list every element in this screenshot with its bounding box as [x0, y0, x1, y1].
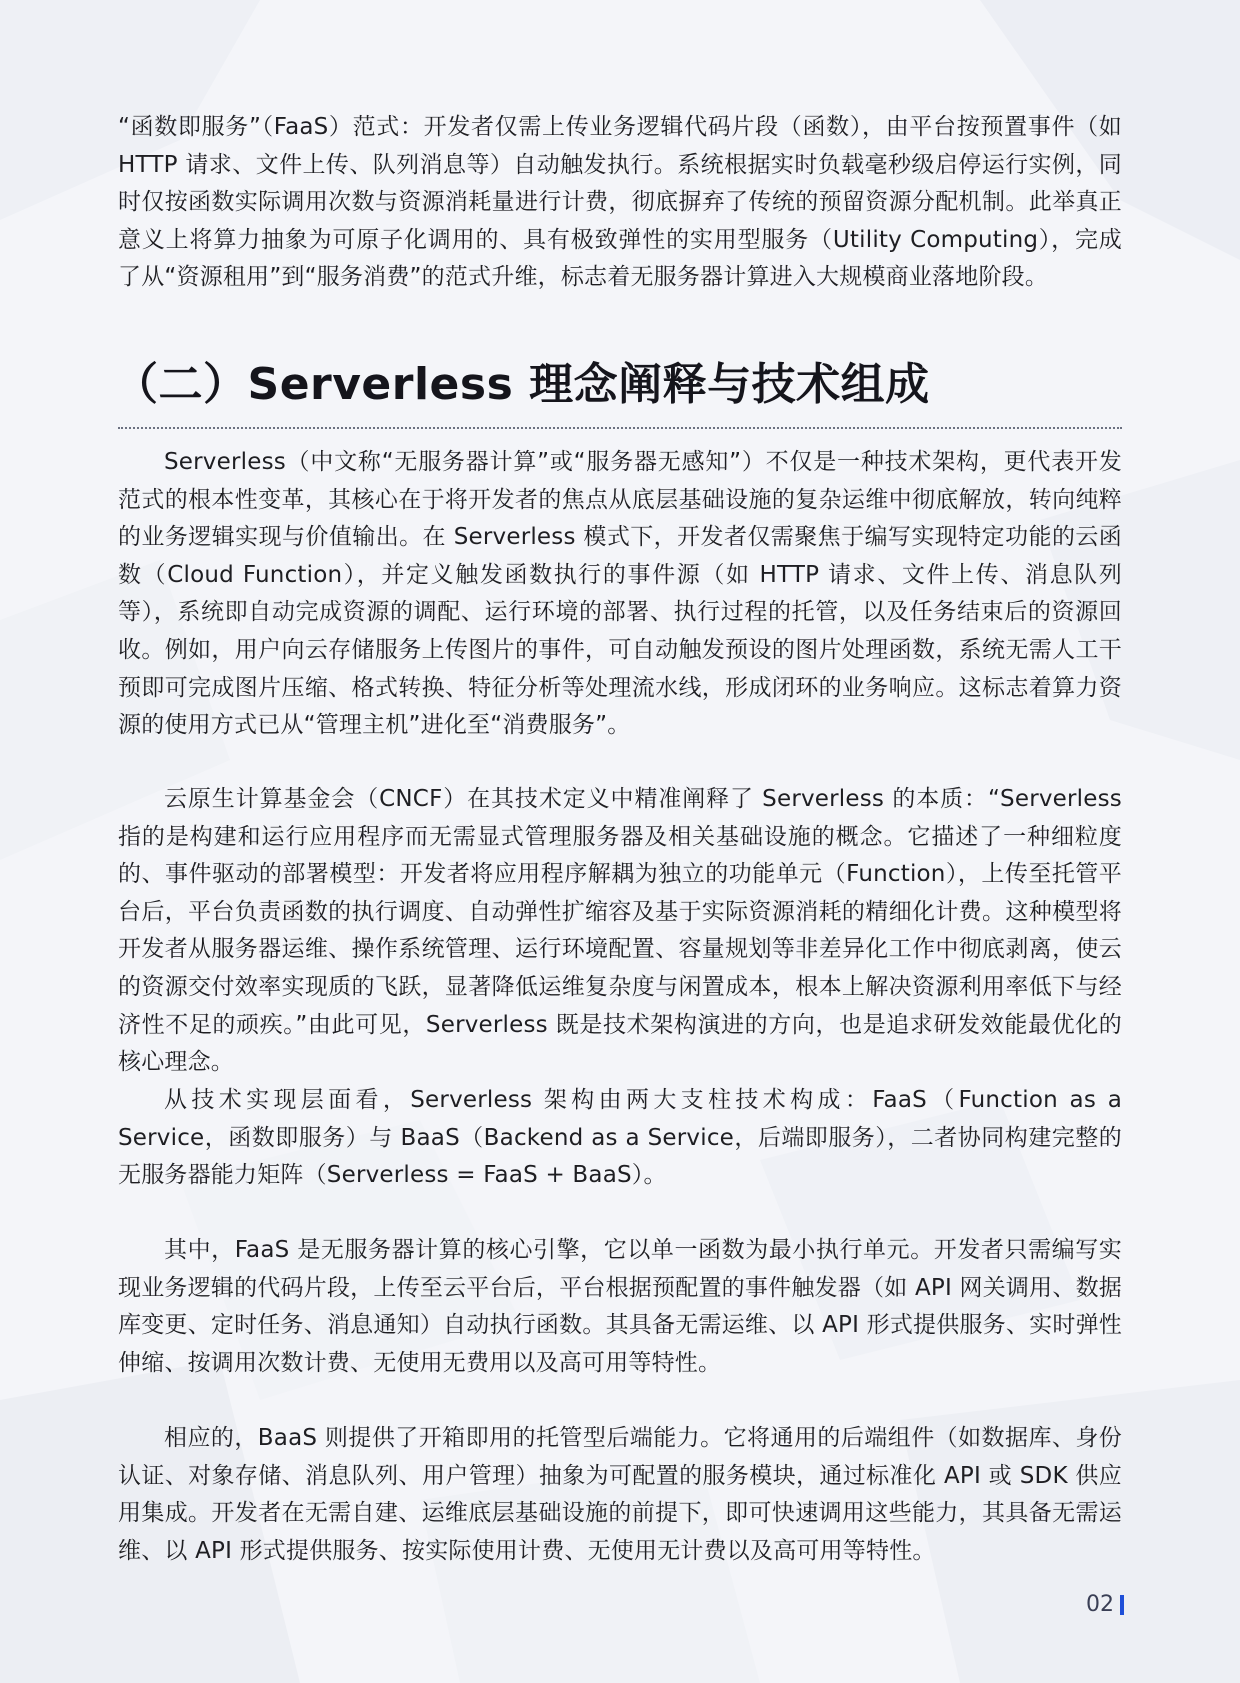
page-number — [1086, 1592, 1124, 1618]
body-paragraph: 云原生计算基金会（CNCF）在其技术定义中精准阐释了 Serverless 的本质：“Serverless 指的是构建和运行应用程序而无需显式管理服务器及相关基础设施的概念。它描述了一种细粒度的、事件驱动的部署模型：开发者将应用程序解耦为独立的功能单元（Function），上传至托管平台后，平台负责函数的执行调度、自动弹性扩缩容及基于实际资源消耗的精细化计费。这种模型将开发者从服务器运维、操作系统管理、运行环境配置、容量规划等非差异化工作中彻底剥离，使云的资源交付效率实现质的飞跃，显著降低运维复杂度与闲置成本，根本上解决资源利用率低下与经济性不足的顽疾。”由此可见，Serverless 既是技术架构演进的方向，也是追求研发效能最优化的核心理念。 — [118, 786, 1122, 1076]
page-number-accent-bar — [1120, 1595, 1124, 1615]
body-paragraph: 从技术实现层面看，Serverless 架构由两大支柱技术构成：FaaS（Function as a Service，函数即服务）与 BaaS（Backend as a Service，后端即服务），二者协同构建完整的无服务器能力矩阵（Serverless = FaaS + BaaS）。 — [118, 1087, 1122, 1189]
intro-paragraph: “函数即服务”（FaaS）范式：开发者仅需上传业务逻辑代码片段（函数），由平台按预置事件（如 HTTP 请求、文件上传、队列消息等）自动触发执行。系统根据实时负载毫秒级启停运行实例，同时仅按函数实际调用次数与资源消耗量进行计费，彻底摒弃了传统的预留资源分配机制。此举真正意义上将算力抽象为可原子化调用的、具有极致弹性的实用型服务（Utility Computing），完成了从“资源租用”到“服务消费”的范式升维，标志着无服务器计算进入大规模商业落地阶段。 — [118, 114, 1122, 291]
page-number-text: 02 — [1086, 1592, 1114, 1617]
heading-divider — [118, 427, 1122, 429]
body-paragraph: 其中，FaaS 是无服务器计算的核心引擎，它以单一函数为最小执行单元。开发者只需编写实现业务逻辑的代码片段，上传至云平台后，平台根据预配置的事件触发器（如 API 网关调用、数据库变更、定时任务、消息通知）自动执行函数。其具备无需运维、以 API 形式提供服务、实时弹性伸缩、按调用次数计费、无使用无费用以及高可用等特性。 — [118, 1237, 1122, 1376]
body-paragraph: Serverless（中文称“无服务器计算”或“服务器无感知”）不仅是一种技术架构，更代表开发范式的根本性变革，其核心在于将开发者的焦点从底层基础设施的复杂运维中彻底解放，转向纯粹的业务逻辑实现与价值输出。在 Serverless 模式下，开发者仅需聚焦于编写实现特定功能的云函数（Cloud Function），并定义触发函数执行的事件源（如 HTTP 请求、文件上传、消息队列等），系统即自动完成资源的调配、运行环境的部署、执行过程的托管，以及任务结束后的资源回收。例如，用户向云存储服务上传图片的事件，可自动触发预设的图片处理函数，系统无需人工干预即可完成图片压缩、格式转换、特征分析等处理流水线，形成闭环的业务响应。这标志着算力资源的使用方式已从“管理主机”进化至“消费服务”。 — [118, 449, 1122, 739]
section-heading: （二）Serverless 理念阐释与技术组成 — [114, 359, 930, 410]
body-paragraph: 相应的，BaaS 则提供了开箱即用的托管型后端能力。它将通用的后端组件（如数据库、身份认证、对象存储、消息队列、用户管理）抽象为可配置的服务模块，通过标准化 API 或 SDK 供应用集成。开发者在无需自建、运维底层基础设施的前提下，即可快速调用这些能力，其具备无需运维、以 API 形式提供服务、按实际使用计费、无使用无计费以及高可用等特性。 — [118, 1425, 1122, 1564]
